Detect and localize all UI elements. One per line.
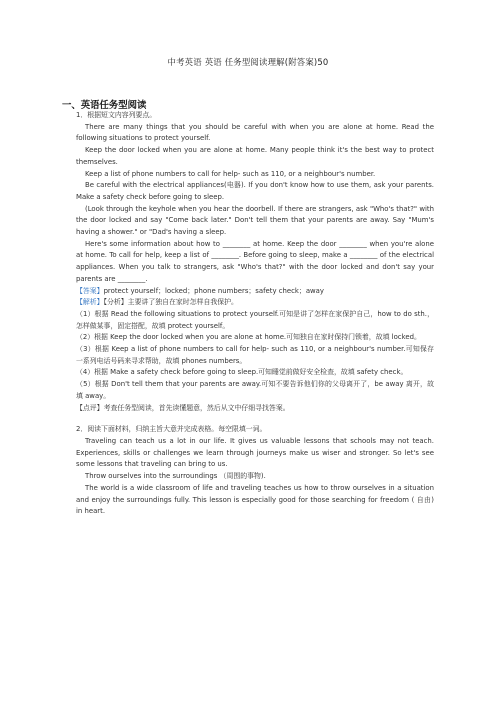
- analysis-line: [76, 297, 434, 309]
- analysis-item: （2）根据 Keep the door locked when you are alone at home.可知独自在家时保持门锁着，故填 locked。: [76, 333, 421, 342]
- passage-1-paragraph: Keep a list of phone numbers to call for help- such as 110, or a neighbour's number.: [85, 169, 376, 178]
- page-title: 中考英语 英语 任务型阅读理解(附答案)50: [167, 57, 329, 67]
- section-heading: 一、英语任务型阅读: [62, 100, 147, 111]
- comment-text: 考查任务型阅读，首先读懂题意，然后从文中仔细寻找答案。: [103, 403, 290, 412]
- passage-1-paragraph: Keep the door locked when you are alone at home. Many people think it's the best way to protect themselves.: [76, 146, 434, 166]
- comment-line: [76, 403, 434, 415]
- passage-1-paragraph: Be careful with the electrical appliances(电器). If you don't know how to use them, ask your parents. Make a safety check before going to sleep.: [76, 181, 434, 201]
- passage-2-paragraph: Traveling can teach us a lot in our life. It gives us valuable lessons that schools may not teach. Experiences, skills or challenges we learn through journeys make us wiser and stronger. So let's see some lessons that traveling can bring to us.: [76, 436, 434, 469]
- document-body: [76, 110, 434, 518]
- analysis-text: 【分析】主要讲了独自在家时怎样自我保护。: [103, 298, 238, 307]
- passage-2-heading: Throw ourselves into the surroundings （周围的事物).: [85, 472, 266, 481]
- answer-text: protect yourself；locked；phone numbers；safety check；away: [103, 286, 324, 295]
- answer-tag: 【答案】: [76, 286, 104, 295]
- passage-1-paragraph: (Look through the keyhole when you hear the doorbell. If there are strangers, ask "Who's that?" with the door locked and say "Come back later." Don't tell them that your parents are away. Say "Mum's having a shower." or "Dad's having a sleep.: [76, 204, 434, 237]
- analysis-tag: 【解析】: [76, 298, 104, 307]
- comment-tag: 【点评】: [76, 403, 104, 412]
- question-2-prompt: 2．阅读下面材料，归纳主旨大意并完成表格。每空限填一词。: [76, 425, 267, 434]
- analysis-item: （5）根据 Don't tell them that your parents are away.可知不要告诉他们你的父母离开了，be away 离开，故填 away。: [76, 380, 434, 400]
- question-1-prompt: 1．根据短文内容列要点。: [76, 111, 157, 119]
- answer-line: [76, 286, 434, 298]
- summary-fill-in-paragraph: Here's some information about how to ________ at home. Keep the door ________ when you're alone at home. To call for help, keep a list of ________. Before going to sleep, make a ________ of the electrical appliances. When you talk to strangers, ask "Who's that?" with the door locked and don't say your parents are ________.: [76, 239, 434, 283]
- analysis-item: （4）根据 Make a safety check before going to sleep.可知睡觉前做好安全检查，故填 safety check。: [76, 368, 408, 377]
- analysis-item: （3）根据 Keep a list of phone numbers to call for help- such as 110, or a neighbour's number.可知保存一系列电话号码来寻求帮助，故填 phones numbers。: [76, 345, 434, 365]
- passage-2-paragraph: The world is a wide classroom of life and traveling teaches us how to throw ourselves in a situation and enjoy the surroundings fully. This lesson is especially good for those searching for freedom ( 自由) in heart.: [76, 483, 434, 516]
- analysis-item: （1）根据 Read the following situations to protect yourself.可知是讲了怎样在家保护自己，how to do sth.，怎样做某事，固定搭配，故填 protect yourself。: [76, 309, 434, 330]
- passage-1-paragraph: There are many things that you should be careful with when you are alone at home. Read the following situations to protect yourself.: [76, 122, 434, 143]
